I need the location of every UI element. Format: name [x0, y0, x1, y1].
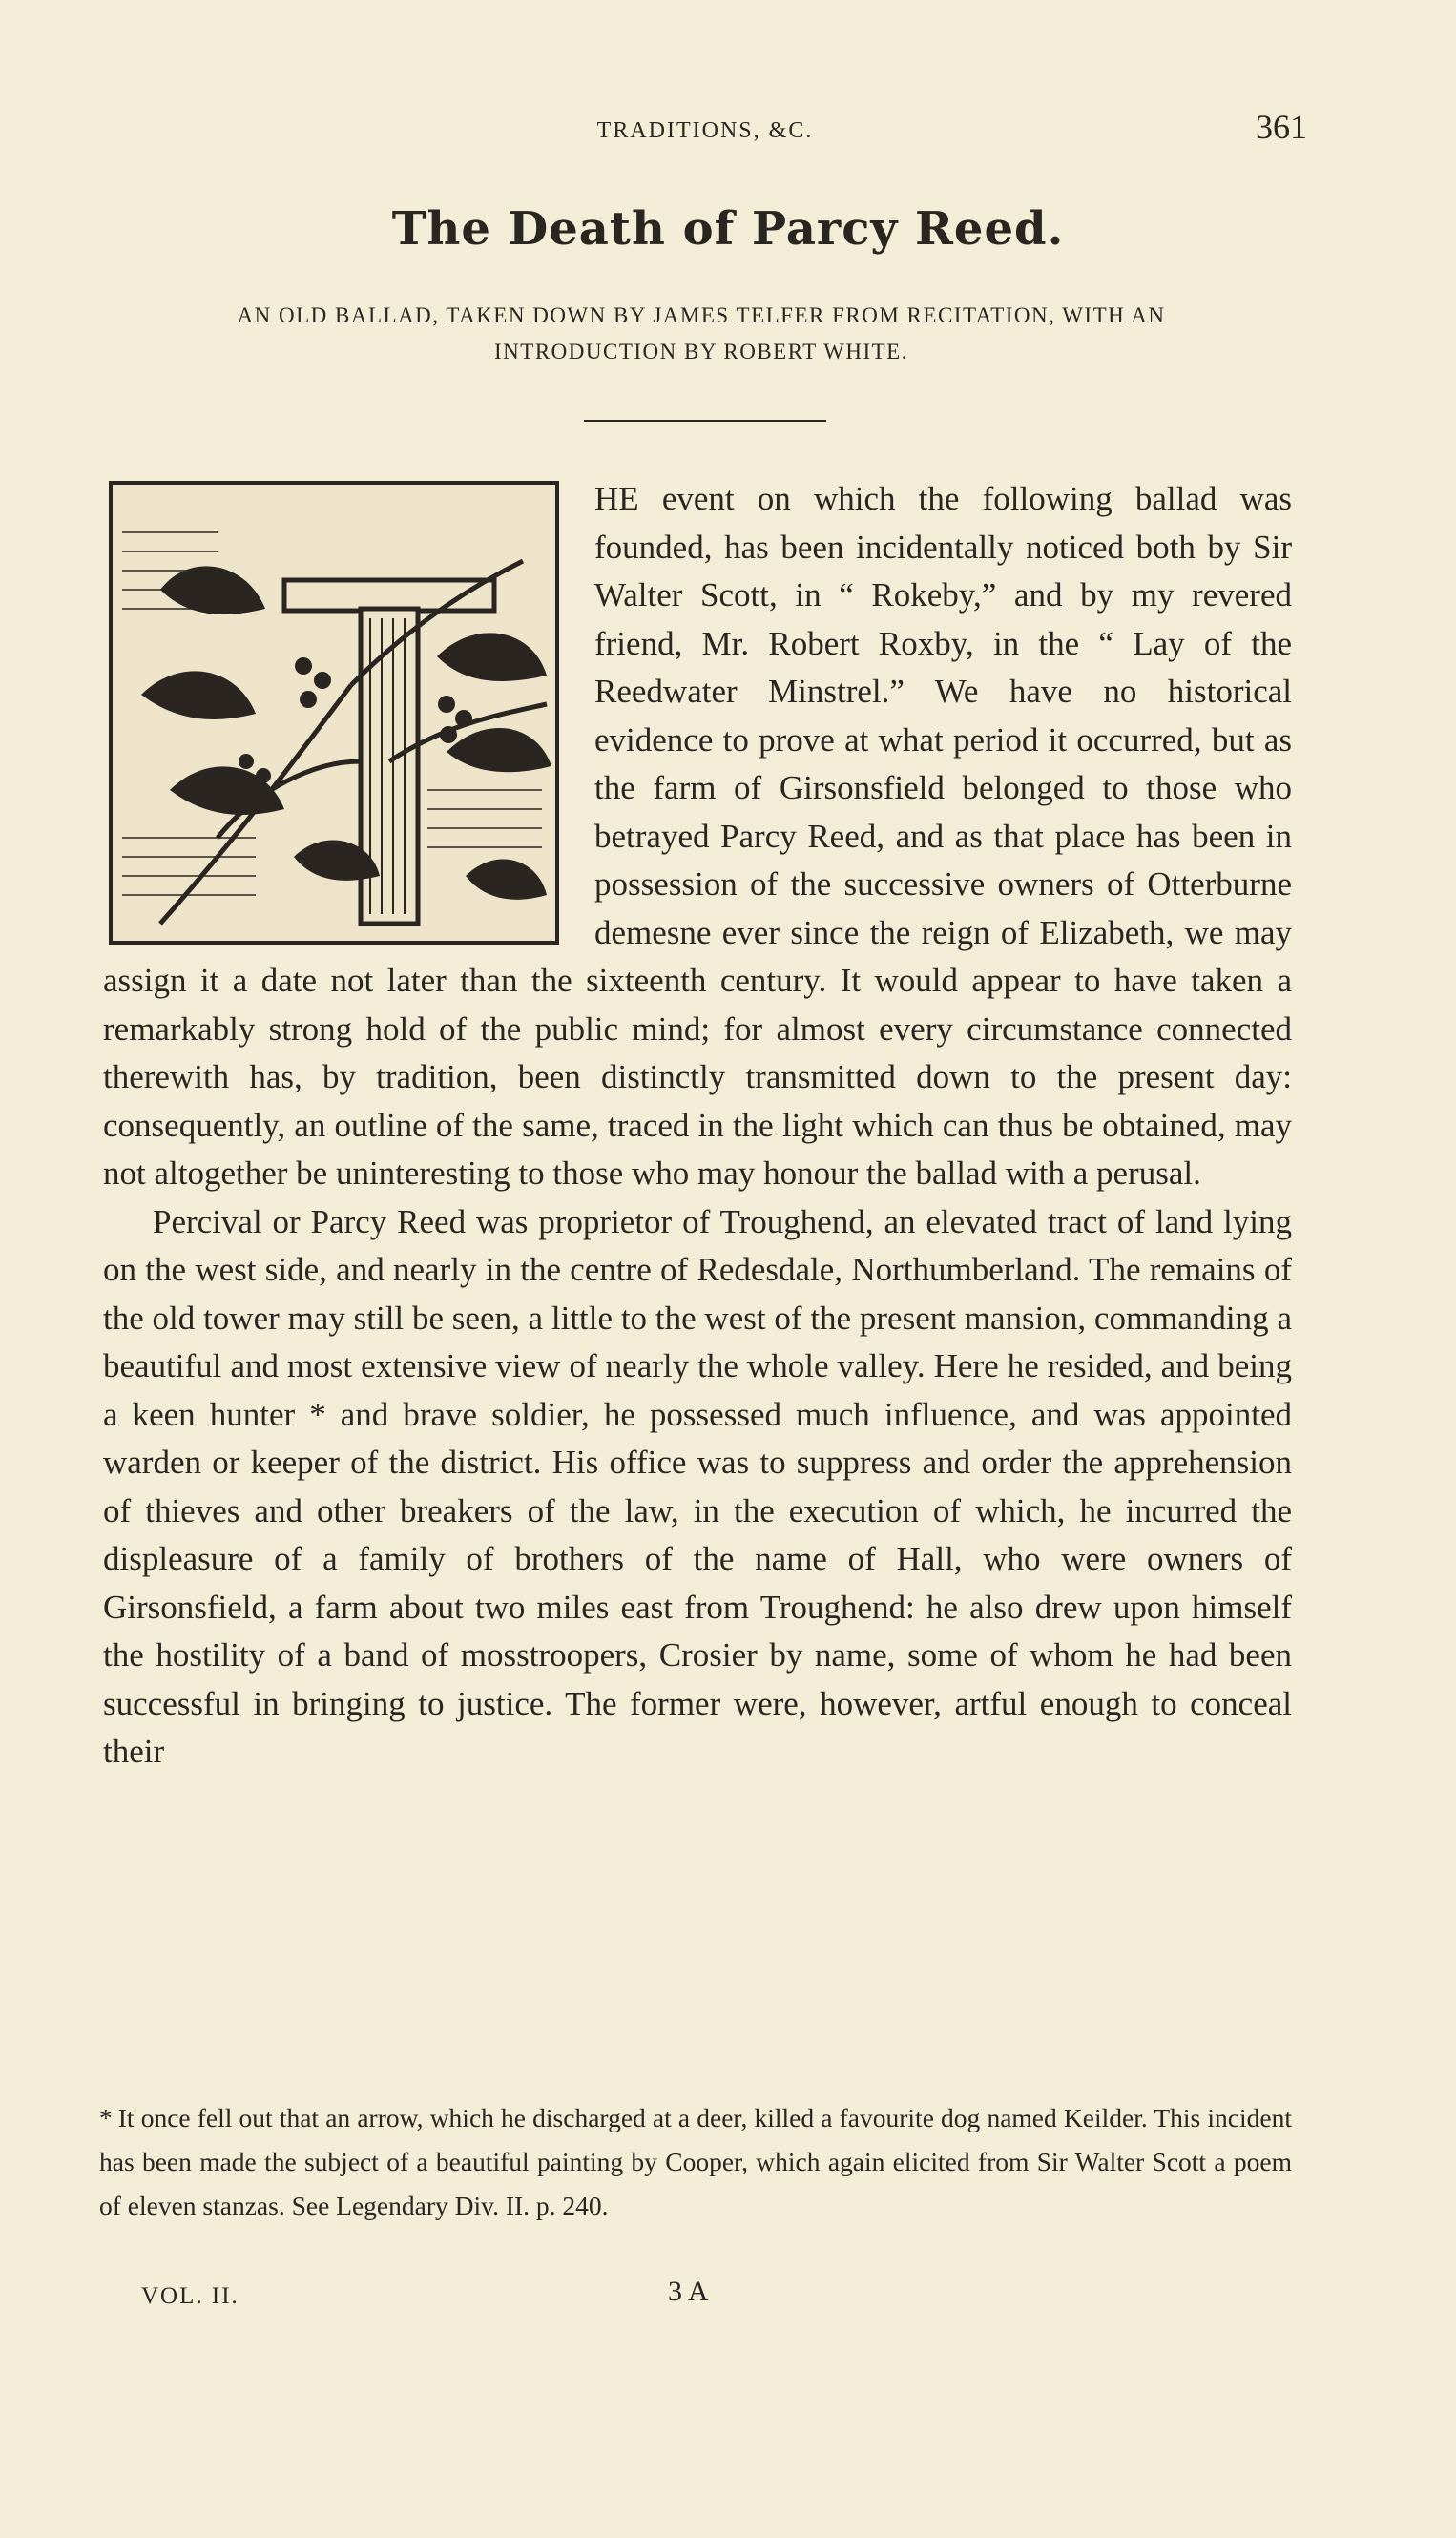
- running-head: [103, 107, 1307, 155]
- ballad-title: The Death of Parcy Reed.: [391, 202, 1065, 256]
- footnote-text: It once fell out that an arrow, which he discharged at a deer, killed a favourite dog named Keilder. This incident has been made the subject of a beautiful painting by Cooper, which again elicited from Sir Walter Scott a poem of eleven stanzas. See Legendary Div. II. p. 240.: [99, 2103, 1292, 2220]
- running-title: TRADITIONS, &C.: [596, 118, 814, 143]
- signature-mark: 3 A: [668, 2276, 709, 2307]
- footnote-mark: *: [99, 2103, 113, 2132]
- ballad-subtitle: AN OLD BALLAD, TAKEN DOWN BY JAMES TELFER FROM RECITATION, WITH AN INTRODUCTION BY ROBERT WHITE.: [237, 303, 1166, 364]
- decorated-initial-t-icon: [103, 475, 575, 957]
- page-number: 361: [1256, 108, 1307, 146]
- footnote: [99, 2096, 1292, 2228]
- paragraph-2: Percival or Parcy Reed was proprietor of Troughend, an elevated tract of land lying on the west side, and nearly in the centre of Redesdale, Northumberland. The remains of the old tower may still be seen, a little to the west of the present mansion, commanding a beautiful and most extensive view of nearly the whole valley. Here he resided, and being a keen hunter * and brave soldier, he possessed much influence, and was appointed warden or keeper of the district. His office was to suppress and order the apprehension of thieves and other breakers of the law, in the execution of which, he incurred the displeasure of a family of brothers of the name of Hall, who were owners of Girsonsfield, a farm about two miles east from Troughend: he also drew upon himself the hostility of a band of mosstroopers, Crosier by name, some of whom he had been successful in bringing to justice. The former were, however, artful enough to conceal their: [103, 1202, 1292, 1770]
- body-text: [103, 475, 1292, 1777]
- volume-label: VOL. II.: [141, 2283, 239, 2309]
- paragraph-1: HE event on which the following ballad was founded, has been incidentally noticed both by Sir Walter Scott, in “ Rokeby,” and by my revered friend, Mr. Robert Roxby, in the “ Lay of the Reedwater Minstrel.” We have no historical evidence to prove at what period it occurred, but as the farm of Girsonsfield belonged to those who betrayed Parcy Reed, and as that place has been in possession of the successive owners of Otterburne demesne ever since the reign of Elizabeth, we may assign it a date not later than the sixteenth century. It would appear to have taken a remarkably strong hold of the public mind; for almost every circumstance connected therewith has, by tradition, been distinctly transmitted down to the present day: consequently, an outline of the same, traced in the light which can thus be obtained, may not altogether be uninteresting to those who may honour the ballad with a perusal.: [103, 480, 1292, 1192]
- title-rule: [584, 420, 826, 422]
